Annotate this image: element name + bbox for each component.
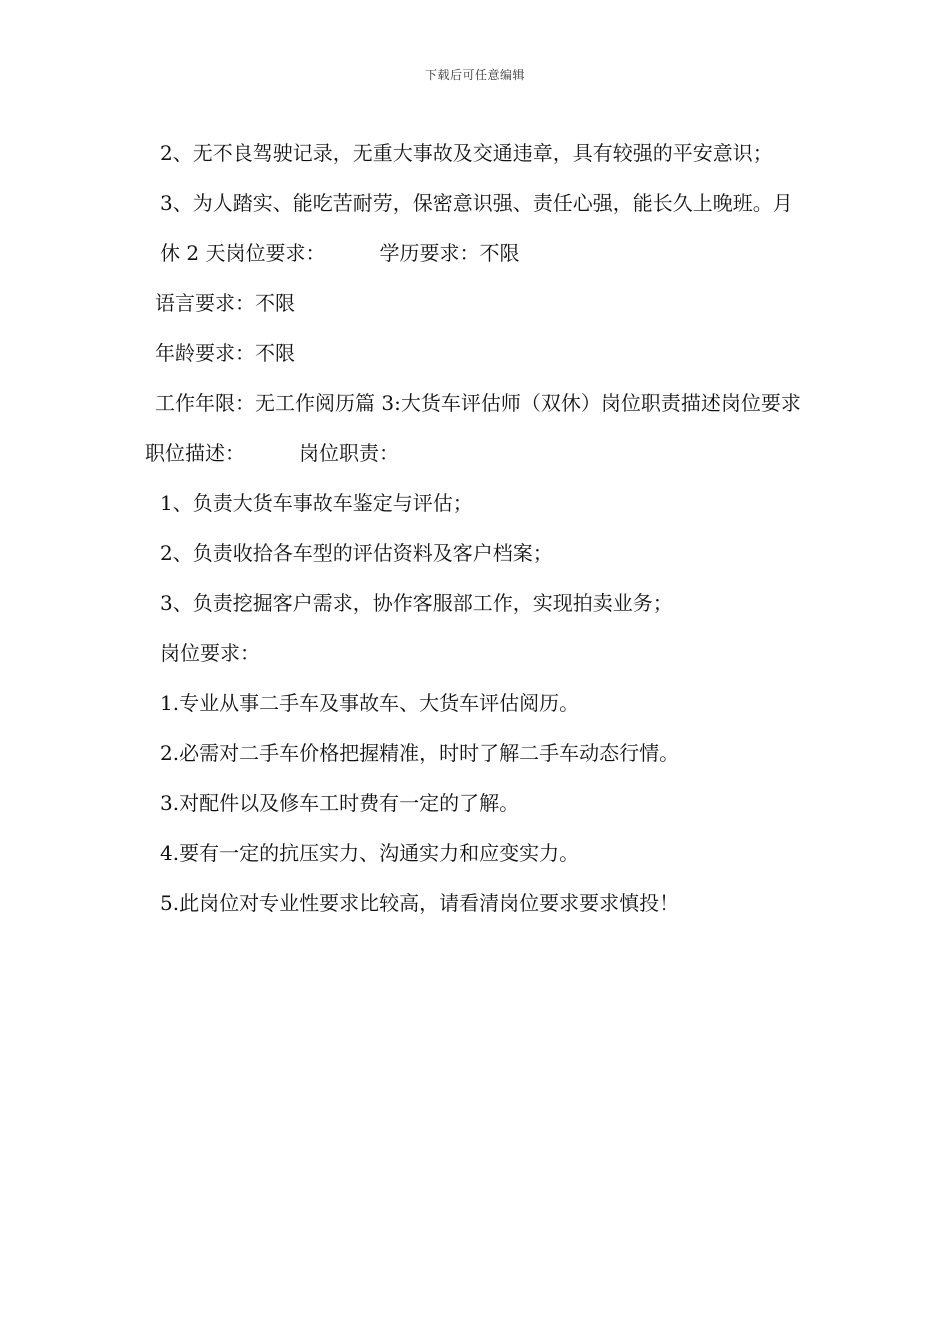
education-requirement: 学历要求：不限: [379, 241, 520, 265]
requirement-item-3: 3.对配件以及修车工时费有一定的了解。: [160, 791, 520, 815]
personality-text: 3、为人踏实、能吃苦耐劳，保密意识强、责任心强，能长久上晚班。月休 2 天岗位要求：: [160, 191, 793, 265]
duty-item-3: 3、负责挖掘客户需求，协作客服部工作，实现拍卖业务；: [160, 591, 673, 615]
position-description-line: [145, 428, 810, 478]
language-requirement: 语言要求：不限: [155, 291, 295, 315]
requirement-item-2: 2.必需对二手车价格把握精准，时时了解二手车动态行情。: [160, 741, 680, 765]
position-duties-label: 岗位职责：: [299, 441, 399, 465]
requirement-item-5: 5.此岗位对专业性要求比较高，请看清岗位要求要求慎投！: [160, 891, 680, 915]
paragraph-driving-record: 2、无不良驾驶记录，无重大事故及交通违章，具有较强的平安意识；: [160, 141, 773, 165]
position-description-label: 职位描述：: [145, 441, 245, 465]
document-body: [145, 128, 810, 928]
paragraph-personality: [145, 178, 810, 278]
requirement-item-1: 1.专业从事二手车及事故车、大货车评估阅历。: [160, 691, 580, 715]
requirement-item-4: 4.要有一定的抗压实力、沟通实力和应变实力。: [160, 841, 580, 865]
duty-item-1: 1、负责大货车事故车鉴定与评估；: [160, 491, 473, 515]
age-requirement: 年龄要求：不限: [155, 341, 295, 365]
requirements-title: 岗位要求：: [160, 641, 260, 665]
work-years-requirement: 工作年限：无工作阅历篇 3:大货车评估师（双休）岗位职责描述岗位要求: [155, 391, 801, 415]
duty-item-2: 2、负责收拾各车型的评估资料及客户档案；: [160, 541, 553, 565]
page-header: 下载后可任意编辑: [424, 68, 525, 82]
